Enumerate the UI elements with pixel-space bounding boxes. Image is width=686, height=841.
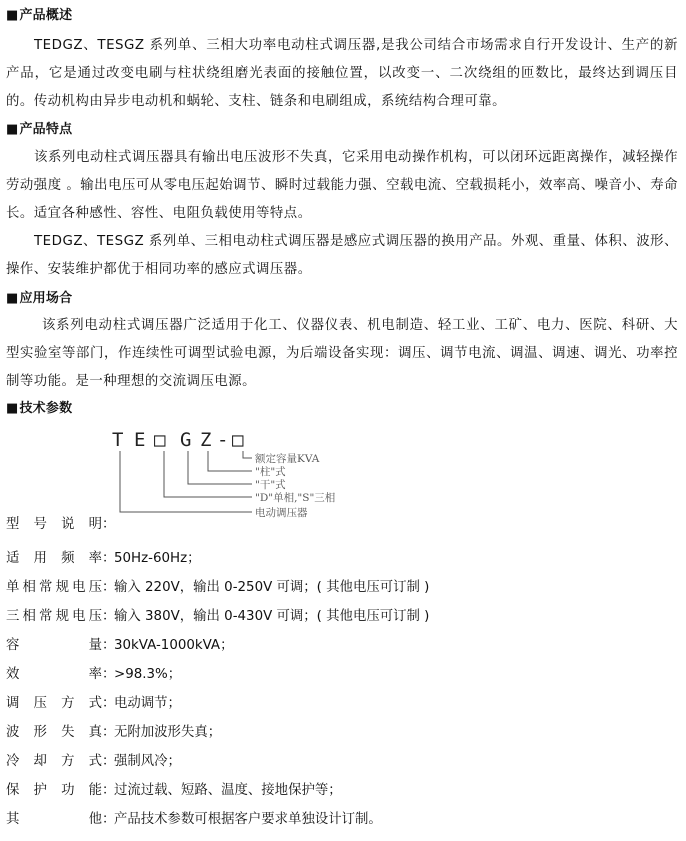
model-char-capacity-box: □ bbox=[232, 429, 244, 451]
annotation-column: "柱"式 bbox=[255, 466, 286, 478]
spec-value: 30kVA-1000kVA； bbox=[114, 638, 234, 653]
spec-value: 输入 380V，输出 0-430V 可调；( 其他电压可订制 ) bbox=[114, 609, 430, 624]
spec-label: 三相常规电压 bbox=[6, 609, 102, 624]
heading-text: 产品概述 bbox=[19, 8, 73, 23]
application-paragraph: 该系列电动柱式调压器广泛适用于化工、仪器仪表、机电制造、轻工业、工矿、电力、医院、科研、大型实验室等部门，作连续性可调型试验电源，为后端设备实现：调压、调节电流、调温、调速、调光、功率控制等功能。是一种理想的交流调压电源。 bbox=[6, 318, 678, 389]
spec-label: 型 号 说 明 bbox=[6, 517, 102, 532]
spec-row-model: 型 号 说 明 ： bbox=[6, 517, 116, 532]
spec-value: 电动调节； bbox=[114, 696, 181, 711]
annotation-motor-regulator: 电动调压器 bbox=[255, 507, 308, 519]
spec-row-cooling: 冷 却 方 式 ： 强制风冷； bbox=[6, 754, 181, 769]
spec-label: 波 形 失 真 bbox=[6, 725, 102, 740]
model-leader-lines bbox=[120, 451, 252, 512]
square-bullet-icon: ■ bbox=[6, 401, 19, 416]
spec-value: 强制风冷； bbox=[114, 754, 181, 769]
spec-row-three-phase: 三相常规电压 ： 输入 380V，输出 0-430V 可调；( 其他电压可订制 ) bbox=[6, 609, 430, 624]
spec-row-single-phase: 单相常规电压 ： 输入 220V，输出 0-250V 可调；( 其他电压可订制 ) bbox=[6, 580, 430, 595]
spec-row-capacity: 容 量 ： 30kVA-1000kVA； bbox=[6, 638, 234, 653]
model-char-t: T bbox=[112, 429, 124, 451]
spec-value: 产品技术参数可根据客户要求单独设计订制。 bbox=[114, 812, 382, 827]
spec-row-other: 其 他 ： 产品技术参数可根据客户要求单独设计订制。 bbox=[6, 812, 382, 827]
spec-label: 容 量 bbox=[6, 638, 102, 653]
spec-label: 保 护 功 能 bbox=[6, 783, 102, 798]
heading-text: 技术参数 bbox=[19, 401, 73, 416]
section-heading-overview bbox=[6, 7, 72, 25]
spec-value: 无附加波形失真； bbox=[114, 725, 222, 740]
spec-row-frequency: 适 用 频 率 ： 50Hz-60Hz； bbox=[6, 551, 201, 566]
model-char-g: G bbox=[180, 429, 192, 451]
model-char-phase-box: □ bbox=[154, 429, 166, 451]
annotation-capacity: 额定容量KVA bbox=[255, 453, 320, 465]
spec-label: 调 压 方 式 bbox=[6, 696, 102, 711]
spec-row-regulation: 调 压 方 式 ： 电动调节； bbox=[6, 696, 181, 711]
section-heading-params bbox=[6, 400, 72, 418]
spec-row-efficiency: 效 率 ： >98.3%； bbox=[6, 667, 182, 682]
spec-row-waveform: 波 形 失 真 ： 无附加波形失真； bbox=[6, 725, 222, 740]
spec-value: 过流过载、短路、温度、接地保护等； bbox=[114, 783, 342, 798]
model-char-e: E bbox=[134, 429, 146, 451]
spec-label: 适 用 频 率 bbox=[6, 551, 102, 566]
spec-value: 50Hz-60Hz； bbox=[114, 551, 201, 566]
spec-value: >98.3%； bbox=[114, 667, 182, 682]
spec-label: 效 率 bbox=[6, 667, 102, 682]
model-code-diagram bbox=[100, 424, 400, 528]
spec-value: 输入 220V，输出 0-250V 可调；( 其他电压可订制 ) bbox=[114, 580, 430, 595]
model-char-z: Z bbox=[200, 429, 212, 451]
overview-paragraph: TEDGZ、TESGZ 系列单、三相大功率电动柱式调压器,是我公司结合市场需求自行开发设计、生产的新产品，它是通过改变电刷与柱状绕组磨光表面的接触位置，以改变一、二次绕组的匝数比，最终达到调压目的。传动机构由异步电动机和蜗轮、支柱、链条和电刷组成，系统结构合理可靠。 bbox=[6, 38, 678, 109]
features-paragraph-1: 该系列电动柱式调压器具有输出电压波形不失真，它采用电动操作机构，可以闭环远距离操作，减轻操作劳动强度 。输出电压可从零电压起始调节、瞬时过载能力强、空载电流、空载损耗小，效率高、噪音小、寿命长。适宜各种感性、容性、电阻负载使用等特点。 bbox=[6, 150, 678, 221]
heading-text: 产品特点 bbox=[19, 122, 73, 137]
spec-row-protection: 保 护 功 能 ： 过流过载、短路、温度、接地保护等； bbox=[6, 783, 342, 798]
model-char-dash: - bbox=[217, 429, 229, 451]
spec-label: 冷 却 方 式 bbox=[6, 754, 102, 769]
square-bullet-icon: ■ bbox=[6, 291, 19, 306]
spec-label: 其 他 bbox=[6, 812, 102, 827]
annotation-dry: "干"式 bbox=[255, 479, 286, 491]
square-bullet-icon: ■ bbox=[6, 122, 19, 137]
section-heading-features bbox=[6, 121, 72, 139]
section-heading-application bbox=[6, 290, 72, 308]
annotation-phase: "D"单相,"S"三相 bbox=[255, 492, 336, 504]
features-paragraph-2: TEDGZ、TESGZ 系列单、三相电动柱式调压器是感应式调压器的换用产品。外观、重量、体积、波形、操作、安装维护都优于相同功率的感应式调压器。 bbox=[6, 234, 678, 277]
square-bullet-icon: ■ bbox=[6, 8, 19, 23]
heading-text: 应用场合 bbox=[19, 291, 73, 306]
spec-label: 单相常规电压 bbox=[6, 580, 102, 595]
